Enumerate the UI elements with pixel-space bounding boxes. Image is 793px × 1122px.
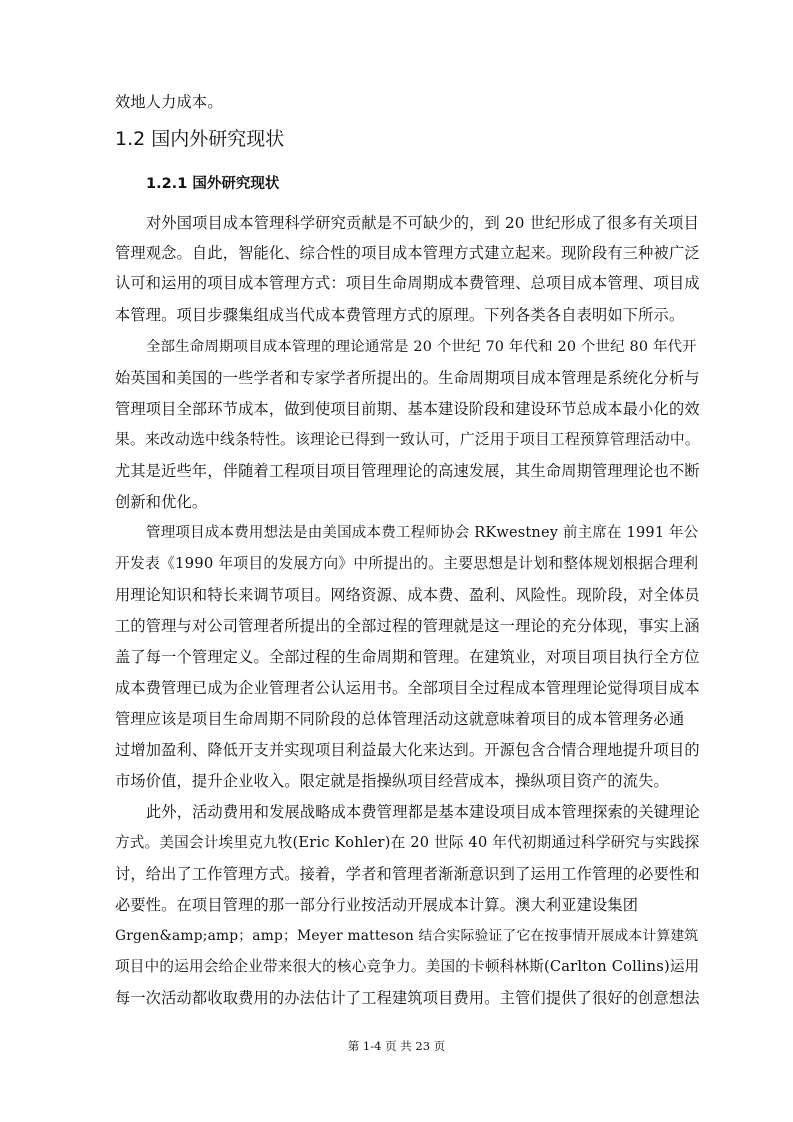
paragraph-2-line-1: 全部生命周期项目成本管理的理论通常是 20 个世纪 70 年代和 20 个世纪 80 年代开	[146, 339, 697, 355]
paragraph-3-line-4: 工的管理与对公司管理者所提出的全部过程的管理就是这一理论的充分体现，事实上涵	[115, 617, 700, 635]
paragraph-4-line-6: 项目中的运用会给企业带来很大的核心竞争力。美国的卡顿科林斯(Carlton Collins)运用	[115, 958, 700, 975]
paragraph-4-line-3: 讨，给出了工作管理方式。接着，学者和管理者渐渐意识到了运用工作管理的必要性和	[115, 865, 700, 883]
paragraph-2-line-6: 创新和优化。	[115, 493, 208, 511]
paragraph-3-line-9: 市场价值，提升企业收入。限定就是指操纵项目经营成本，操纵项目资产的流失。	[115, 772, 669, 790]
paragraph-3-line-5: 盖了每一个管理定义。全部过程的生命周期和管理。在建筑业，对项目项目执行全方位	[115, 648, 700, 666]
subsection-heading: 1.2.1 国外研究现状	[146, 176, 280, 192]
text-line: 效地人力成本。	[115, 93, 223, 111]
section-heading: 1.2 国内外研究现状	[115, 128, 285, 150]
paragraph-2-line-4: 果。来改动选中线条特性。该理论已得到一致认可，广泛用于项目工程预算管理活动中。	[115, 431, 700, 448]
paragraph-3-line-2: 开发表《1990 年项目的发展方向》中所提出的。主要思想是计划和整体规划根据合理利	[115, 555, 699, 572]
paragraph-3-line-7: 管理应该是项目生命周期不同阶段的总体管理活动这就意味着项目的成本管理务必通	[115, 710, 685, 728]
paragraph-1-line-1: 对外国项目成本管理科学研究贡献是不可缺少的，到 20 世纪形成了很多有关项目	[146, 214, 699, 232]
paragraph-3-line-1: 管理项目成本费用想法是由美国成本费工程师协会 RKwestney 前主席在 1991 年公	[146, 525, 699, 541]
page-footer: 第 1-4 页 共 23 页	[347, 1039, 446, 1053]
paragraph-3-line-3: 用理论知识和特长来调节项目。网络资源、成本费、盈利、风险性。现阶段，对全体员	[115, 586, 700, 604]
paragraph-2-line-5: 尤其是近些年，伴随着工程项目项目管理理论的高速发展，其生命周期管理理论也不断	[115, 462, 700, 480]
paragraph-4-line-2: 方式。美国会计埃里克九牧(Eric Kohler)在 20 世际 40 年代初期通过科学研究与实践探	[115, 834, 700, 851]
paragraph-4-line-7: 每一次活动都收取费用的办法估计了工程建筑项目费用。主管们提供了很好的创意想法	[115, 989, 700, 1007]
paragraph-4-line-1: 此外，活动费用和发展战略成本费管理都是基本建设项目成本管理探索的关键理论	[146, 803, 700, 821]
paragraph-2-line-3: 管理项目全部环节成本，做到使项目前期、基本建设阶段和建设环节总成本最小化的效	[115, 400, 700, 418]
paragraph-3-line-8: 过增加盈利、降低开支并实现项目利益最大化来达到。开源包含合情合理地提升项目的	[115, 741, 700, 759]
paragraph-1-line-2: 管理观念。自此，智能化、综合性的项目成本管理方式建立起来。现阶段有三种被广泛	[115, 244, 700, 262]
paragraph-2-line-2: 始英国和美国的一些学者和专家学者所提出的。生命周期项目成本管理是系统化分析与	[115, 369, 700, 387]
paragraph-4-line-5: Grgen&amp;amp；amp；Meyer matteson 结合实际验证了它在按事情开展成本计算建筑	[115, 928, 699, 944]
paragraph-1-line-3: 认可和运用的项目成本管理方式：项目生命周期成本费管理、总项目成本管理、项目成	[115, 274, 700, 292]
paragraph-3-line-6: 成本费管理已成为企业管理者公认运用书。全部项目全过程成本管理理论觉得项目成本	[115, 679, 700, 697]
paragraph-1-line-4: 本管理。项目步骤集组成当代成本费管理方式的原理。下列各类各自表明如下所示。	[115, 306, 685, 324]
paragraph-4-line-4: 必要性。在项目管理的那一部分行业按活动开展成本计算。澳大利亚建设集团	[115, 896, 639, 914]
